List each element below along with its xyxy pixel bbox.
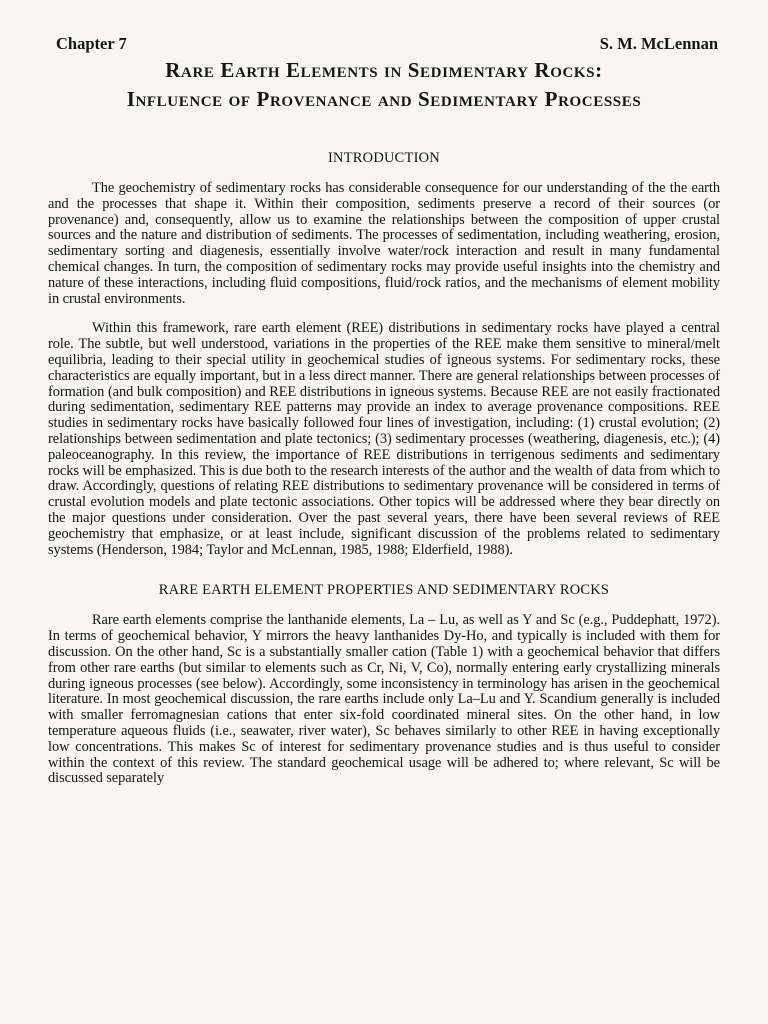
chapter-label: Chapter 7: [56, 34, 127, 53]
body-paragraph: The geochemistry of sedimentary rocks has considerable consequence for our understanding of the the earth and the processes that shape it. Within their composition, sediments preserve a record of their sources (or provenance) and, consequently, allow us to examine the relationships between the composition of upper crustal sources and the nature and distribution of sediments. The processes of sedimentation, including weathering, erosion, sedimentary sorting and diagenesis, essentially involve water/rock interaction and result in many fundamental chemical changes. In turn, the composition of sedimentary rocks may provide useful insights into the chemistry and nature of these interactions, including fluid compositions, fluid/rock ratios, and the mechanisms of element mobility in crustal environments.: [48, 180, 720, 307]
section-heading-ree-properties: RARE EARTH ELEMENT PROPERTIES AND SEDIMENTARY ROCKS: [158, 582, 610, 599]
body-paragraph: Rare earth elements comprise the lanthanide elements, La – Lu, as well as Y and Sc (e.g., Puddephatt, 1972). In terms of geochemical behavior, Y mirrors the heavy lanthanides Dy-Ho, and typically is included with them for discussion. On the other hand, Sc is a substantially smaller cation (Table 1) with a geochemical behavior that differs from other rare earths (but similar to elements such as Cr, Ni, V, Co), normally entering early crystallizing minerals during igneous processes (see below). Accordingly, some inconsistency in terminology has arisen in the geochemical literature. In most geochemical discussion, the rare earths include only La–Lu and Y. Scandium generally is included with smaller ferromagnesian cations that enter six-fold coordinated mineral sites. On the other hand, in low temperature aqueous fluids (i.e., seawater, river water), Sc behaves similarly to other REE in having exceptionally low concentrations. This makes Sc of interest for sedimentary provenance studies and is thus useful to consider within the context of this review. The standard geochemical usage will be adhered to; where relevant, Sc will be discussed separately: [48, 612, 720, 787]
page-header: [56, 34, 718, 54]
author-name: S. M. McLennan: [599, 34, 718, 53]
chapter-title: [48, 56, 720, 114]
body-paragraph: Within this framework, rare earth element (REE) distributions in sedimentary rocks have played a central role. The subtle, but well understood, variations in the properties of the REE make them sensitive to mineral/melt equilibria, leading to their special utility in geochemical studies of igneous systems. For sedimentary rocks, these characteristics are equally important, but in a less direct manner. There are general relationships between processes of formation (and bulk composition) and REE distributions in igneous systems. Because REE are not easily fractionated during sedimentation, sedimentary REE patterns may provide an index to average provenance compositions. REE studies in sedimentary rocks have basically followed four lines of investigation, including: (1) crustal evolution; (2) relationships between sedimentation and plate tectonics; (3) sedimentary processes (weathering, diagenesis, etc.); (4) paleoceanography. In this review, the importance of REE distributions in terrigenous sediments and sedimentary rocks will be emphasized. This is due both to the research interests of the author and the wealth of data from which to draw. Accordingly, questions of relating REE distributions to sedimentary provenance will be considered in terms of crustal evolution models and plate tectonic associations. Other topics will be addressed where they bear directly on the major questions under consideration. Over the past several years, there have been several reviews of REE geochemistry that emphasize, or at least include, significant discussion of the problems related to sedimentary systems (Henderson, 1984; Taylor and McLennan, 1985, 1988; Elderfield, 1988).: [48, 320, 720, 558]
chapter-title-line-1: Rare Earth Elements in Sedimentary Rocks:: [165, 58, 603, 82]
chapter-title-line-2: Influence of Provenance and Sedimentary Processes: [126, 87, 642, 111]
section-heading-introduction: INTRODUCTION: [328, 150, 440, 166]
